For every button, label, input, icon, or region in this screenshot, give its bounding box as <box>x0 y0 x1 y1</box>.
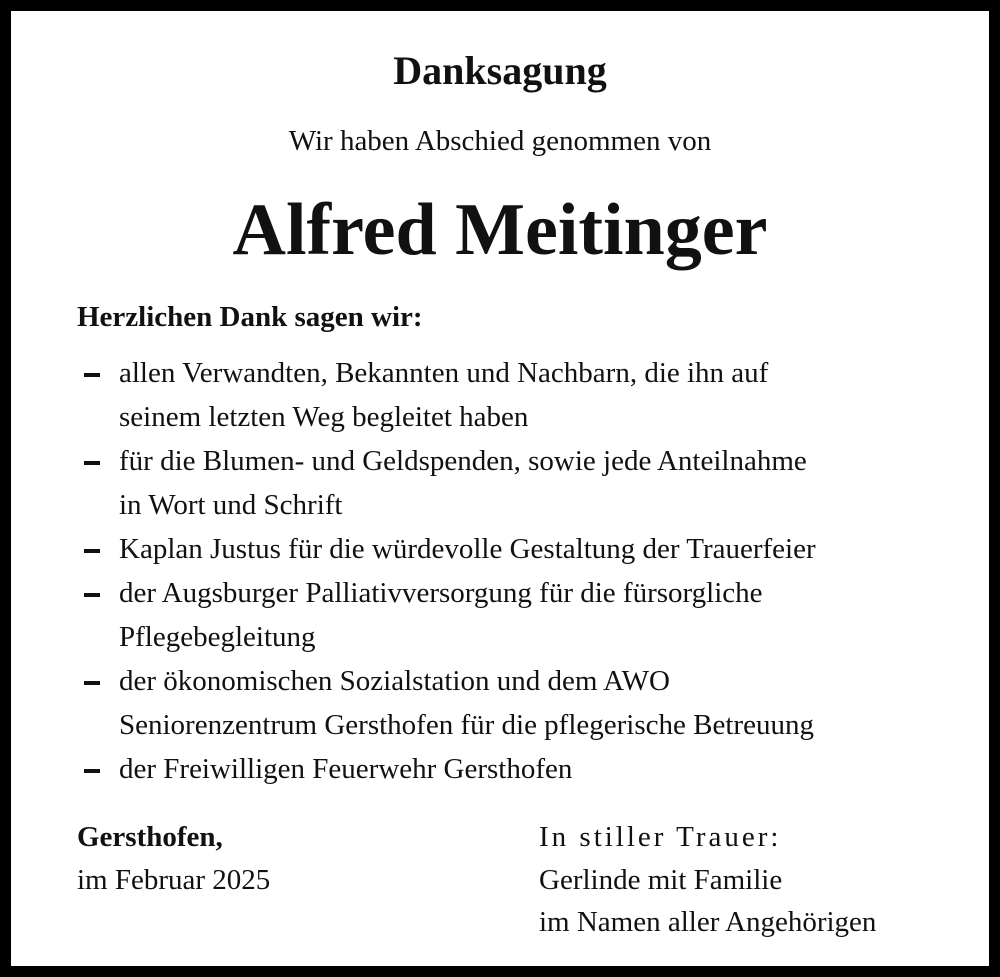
list-item-line: seinem letzten Weg begleitet haben <box>119 401 529 433</box>
thanks-heading: Herzlichen Dank sagen wir: <box>77 301 423 333</box>
list-item <box>81 439 961 527</box>
deceased-name: Alfred Meitinger <box>232 189 768 271</box>
list-item <box>81 747 961 791</box>
list-item-line: der Freiwilligen Feuerwehr Gersthofen <box>119 753 573 785</box>
list-item-line: in Wort und Schrift <box>119 489 343 521</box>
dash-bullet-icon <box>84 769 100 773</box>
notice-heading: Danksagung <box>393 48 607 93</box>
list-item <box>81 659 961 747</box>
list-item-line: allen Verwandten, Bekannten und Nachbarn, die ihn auf <box>119 357 769 389</box>
dash-bullet-icon <box>84 373 100 377</box>
dash-bullet-icon <box>84 681 100 685</box>
intro-text: Wir haben Abschied genommen von <box>288 125 712 157</box>
list-item-line: der ökonomischen Sozialstation und dem AWO <box>119 665 670 697</box>
list-item-line: Kaplan Justus für die würdevolle Gestaltung der Trauerfeier <box>119 533 816 565</box>
list-item-line: für die Blumen- und Geldspenden, sowie jede Anteilnahme <box>119 445 807 477</box>
list-item <box>81 571 961 659</box>
dash-bullet-icon <box>84 461 100 465</box>
list-item <box>81 351 961 439</box>
list-item-line: Pflegebegleitung <box>119 621 316 653</box>
list-item-line: der Augsburger Palliativversorgung für die fürsorgliche <box>119 577 763 609</box>
list-item <box>81 527 961 571</box>
dash-bullet-icon <box>84 549 100 553</box>
thanks-list <box>81 351 961 791</box>
signer-line: Gerlinde mit Familie <box>539 864 783 896</box>
list-item-line: Seniorenzentrum Gersthofen für die pflegerische Betreuung <box>119 709 814 741</box>
place-name: Gersthofen, <box>77 821 223 853</box>
notice-date: im Februar 2025 <box>77 864 271 896</box>
dash-bullet-icon <box>84 593 100 597</box>
signer-line: im Namen aller Angehörigen <box>539 906 877 938</box>
mourning-label: In stiller Trauer: <box>539 821 782 853</box>
